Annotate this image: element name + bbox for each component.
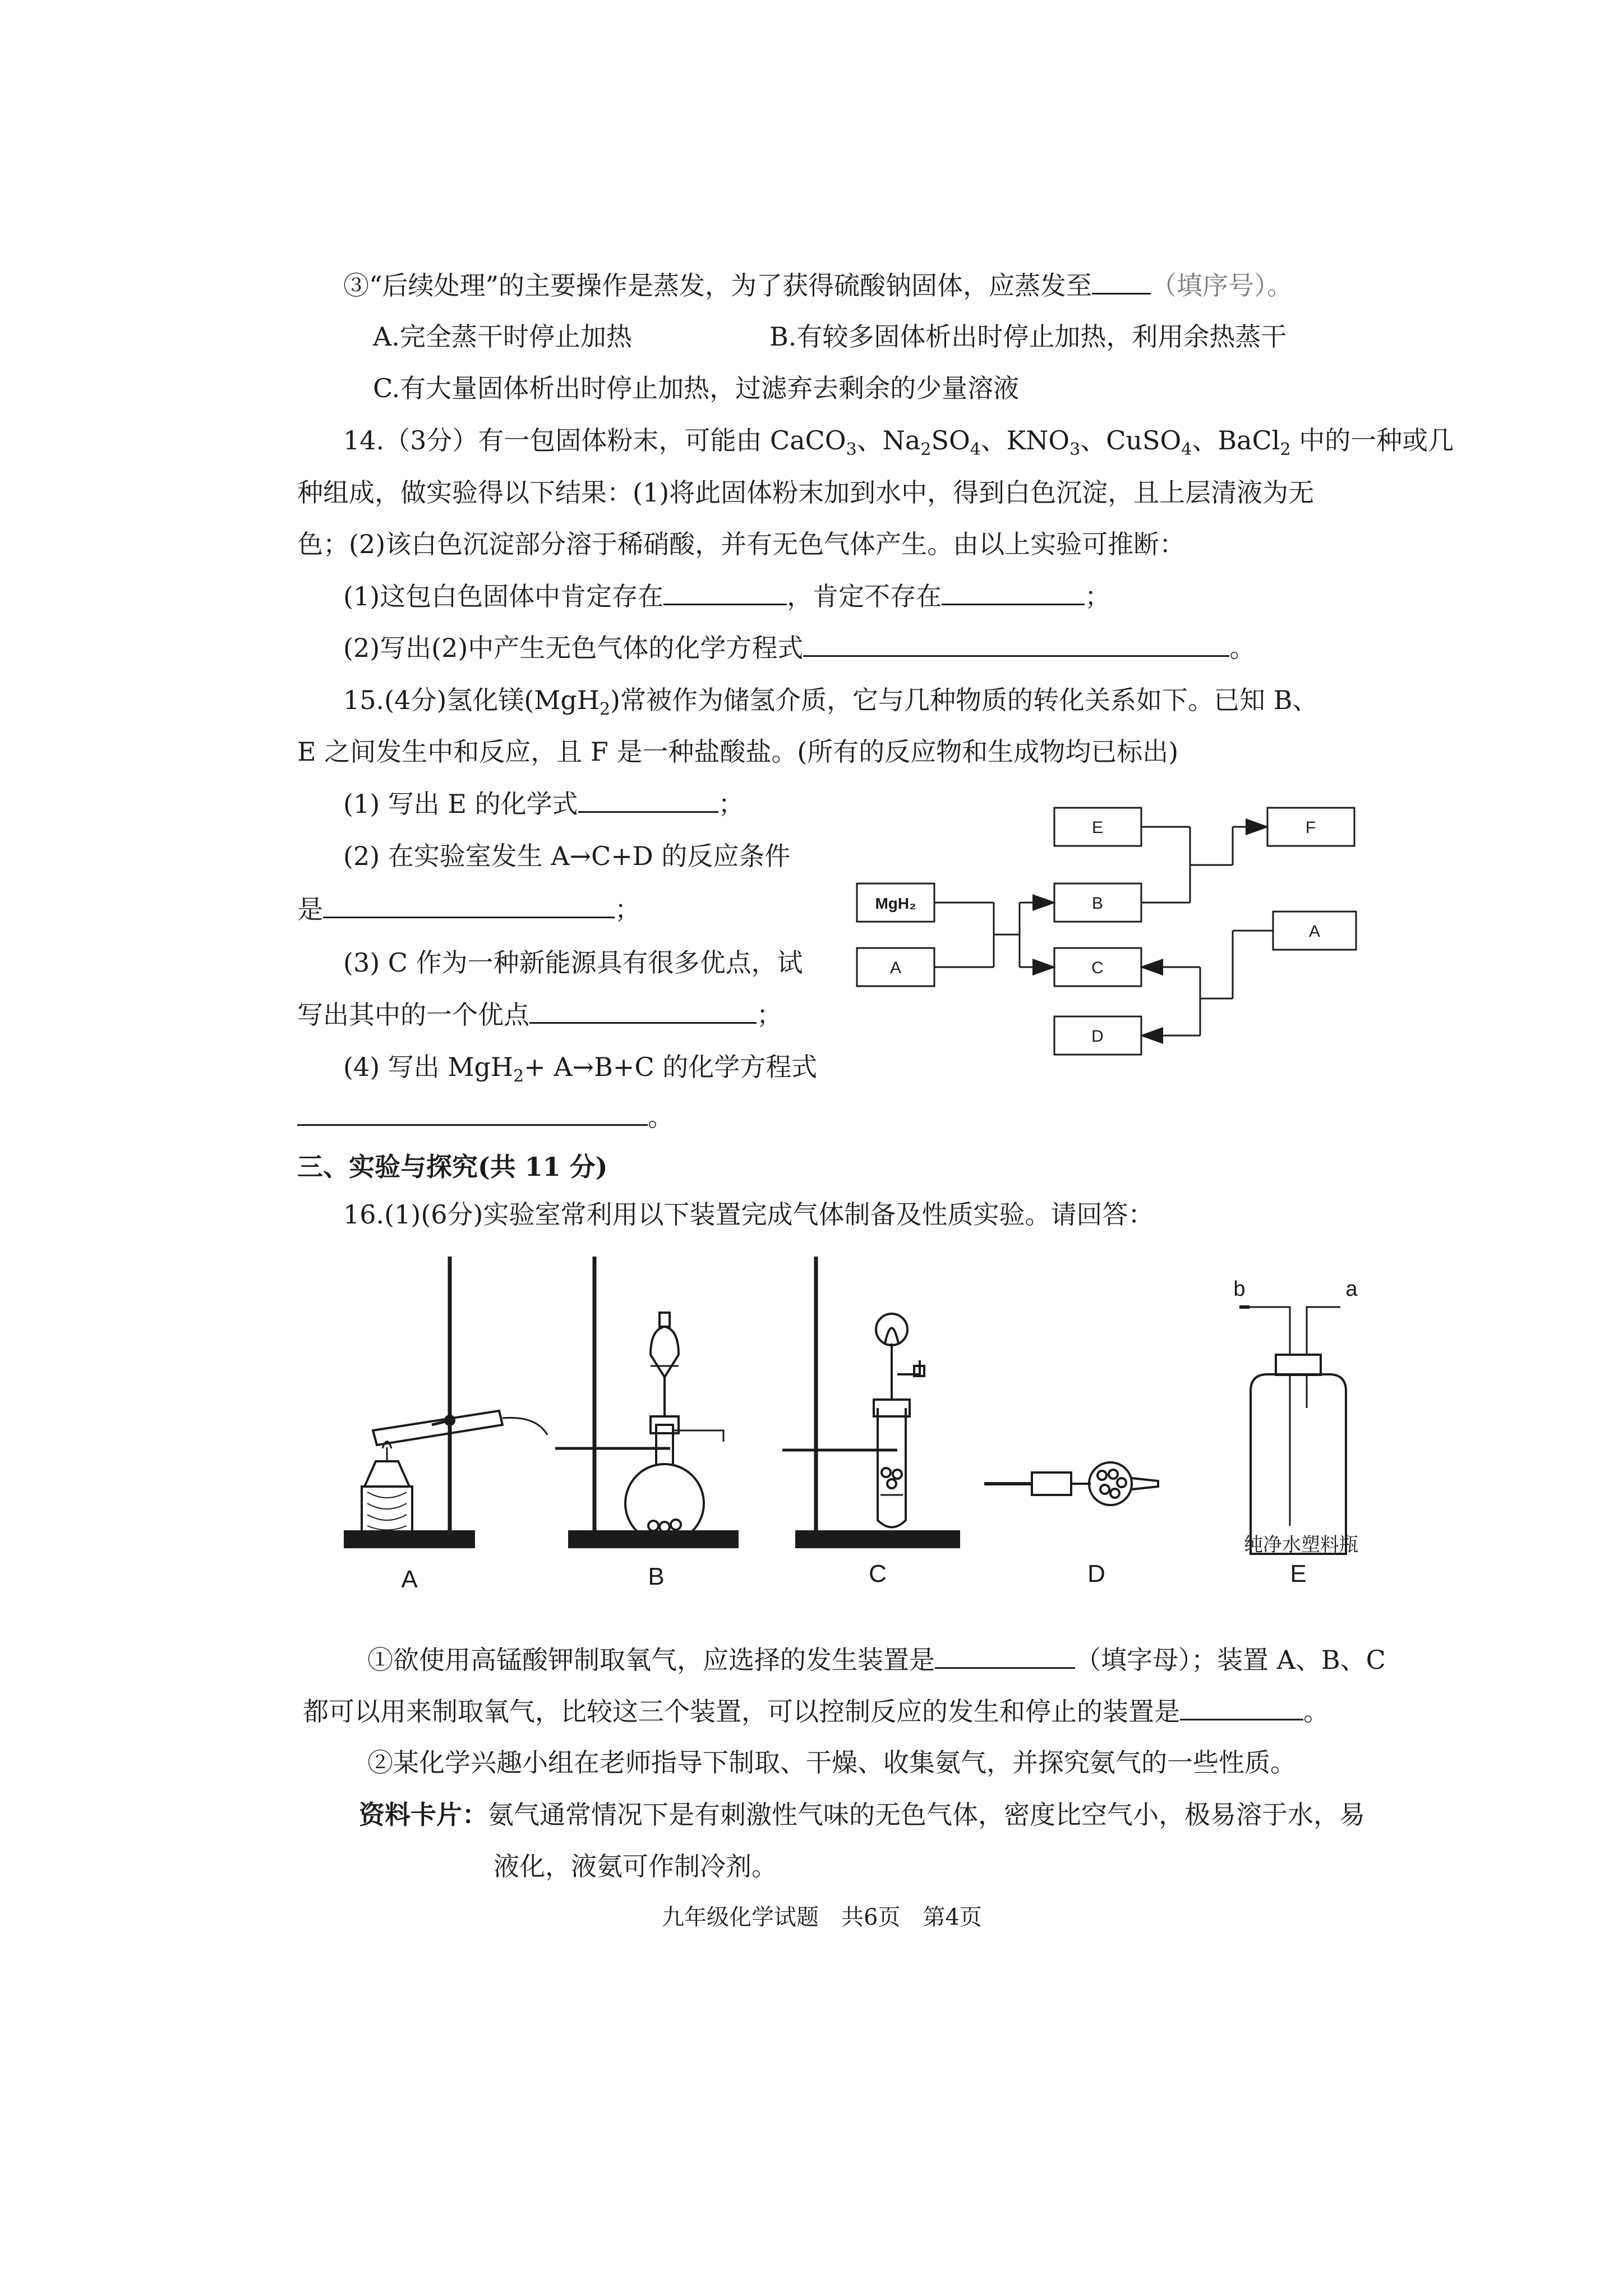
apparatus-e: [1239, 1307, 1346, 1554]
q16-p2-text: 。: [1303, 1696, 1329, 1727]
q16-p2-text: 都可以用来制取氧气，比较这三个装置，可以控制反应的发生和停止的装置是: [303, 1696, 1180, 1727]
subscript: 4: [970, 440, 981, 460]
q15-sub1: [343, 786, 744, 821]
conversion-diagram: [841, 785, 1380, 1099]
answer-blank[interactable]: [942, 579, 1085, 605]
card-text: 氨气通常情况下是有刺激性气味的无色气体，密度比空气小，极易溶于水，易: [488, 1800, 1365, 1830]
q14-sub1-text: ，肯定不存在: [787, 581, 942, 611]
q14-line3: 色；(2)该白色沉淀部分溶于稀硝酸，并有无色气体产生。由以上实验可推断：: [297, 529, 1186, 559]
subscript: 2: [1280, 440, 1291, 460]
q14-sub2-text: 。: [1229, 633, 1256, 663]
answer-blank[interactable]: [1180, 1694, 1303, 1720]
q15-sub2-text: ；: [615, 894, 640, 924]
q15-line1: [343, 683, 1318, 726]
label-a-left: A: [889, 959, 902, 977]
answer-blank[interactable]: [323, 892, 615, 918]
apparatus-d: [984, 1462, 1158, 1505]
section-heading: 三、实验与探究(共 11 分): [297, 1152, 608, 1182]
q16-p1-text: （填字母）；装置 A、B、C: [1075, 1645, 1386, 1675]
label-apparatus-d: D: [1087, 1560, 1105, 1588]
q14-text: 、Na: [856, 425, 921, 455]
label-apparatus-a: A: [401, 1566, 418, 1593]
answer-blank[interactable]: [578, 786, 718, 813]
q13-item3-note: （填序号）。: [1151, 270, 1293, 301]
q13-option-a: A.完全蒸干时停止加热: [373, 321, 632, 352]
label-mgh2: MgH₂: [875, 895, 916, 912]
subscript: 3: [1069, 440, 1081, 460]
subscript: 2: [599, 700, 611, 720]
q15-sub2-text: 是: [297, 894, 323, 924]
q15-sub4-text: (4) 写出 MgH: [343, 1052, 514, 1082]
q13-option-c: C.有大量固体析出时停止加热，过滤弃去剩余的少量溶液: [373, 373, 1020, 403]
label-apparatus-b: B: [648, 1563, 665, 1590]
q16-p3: ②某化学兴趣小组在老师指导下制取、干燥、收集氨气，并探究氨气的一些性质。: [367, 1747, 1296, 1778]
apparatus-c: [782, 1257, 959, 1547]
q15-text: 15.(4分)氢化镁(MgH: [343, 685, 600, 715]
q13-item3: [343, 268, 1293, 302]
apparatus-b: [555, 1257, 737, 1547]
q15-sub2-cont: [297, 892, 640, 926]
q15-sub1-text: ；: [718, 789, 744, 819]
q16-p2: [303, 1694, 1329, 1728]
apparatus-figure: [314, 1240, 1424, 1610]
q14-line2: 种组成，做实验得以下结果：(1)将此固体粉末加到水中，得到白色沉淀，且上层清液为无: [297, 477, 1315, 508]
q15-sub3-text: ；: [757, 1000, 782, 1030]
q15-line2: E 之间发生中和反应，且 F 是一种盐酸盐。(所有的反应物和生成物均已标出): [297, 737, 1179, 767]
label-d: D: [1091, 1027, 1104, 1046]
label-apparatus-e: E: [1290, 1560, 1307, 1588]
card-label: 资料卡片：: [359, 1800, 488, 1830]
subscript: 4: [1181, 440, 1192, 460]
subscript: 2: [513, 1066, 524, 1087]
q14-sub2-text: (2)写出(2)中产生无色气体的化学方程式: [343, 633, 804, 663]
answer-blank[interactable]: [297, 1099, 648, 1126]
q15-sub2: (2) 在实验室发生 A→C+D 的反应条件: [343, 841, 791, 871]
q15-sub1-text: (1) 写出 E 的化学式: [343, 789, 578, 819]
q14-text: 、KNO: [980, 425, 1070, 455]
apparatus-a: [345, 1257, 547, 1547]
q15-sub3-cont: [297, 997, 782, 1032]
q14-line1: [343, 424, 1454, 467]
port-a-label: a: [1345, 1277, 1358, 1301]
q14-text: 14.（3分）有一包固体粉末，可能由 CaCO: [343, 425, 846, 455]
answer-blank[interactable]: [663, 579, 787, 605]
q14-text: 、BaCl: [1192, 425, 1280, 455]
q14-text: 中的一种或几: [1290, 425, 1454, 455]
label-apparatus-c: C: [869, 1560, 887, 1588]
q13-item3-text: ③“后续处理”的主要操作是蒸发，为了获得硫酸钠固体，应蒸发至: [343, 270, 1092, 301]
q14-sub1: [343, 579, 1110, 613]
port-b-label: b: [1233, 1277, 1246, 1301]
q15-sub3: (3) C 作为一种新能源具有很多优点，试: [343, 947, 803, 978]
q14-text: 、CuSO: [1080, 425, 1182, 455]
subscript: 3: [846, 440, 857, 460]
label-b: B: [1091, 894, 1104, 913]
answer-blank[interactable]: [1092, 268, 1151, 295]
label-c: C: [1091, 959, 1104, 977]
page-footer: 九年级化学试题 共6页 第4页: [662, 1904, 982, 1930]
q16-card: [359, 1798, 1365, 1832]
q15-sub4: [343, 1050, 817, 1093]
bottle-caption: 纯净水塑料瓶: [1244, 1534, 1358, 1556]
label-a-right: A: [1308, 922, 1321, 941]
label-f: F: [1305, 818, 1316, 837]
q15-sub4-cont: [297, 1099, 674, 1134]
q16-p1-text: ①欲使用高锰酸钾制取氧气，应选择的发生装置是: [367, 1645, 935, 1675]
q15-sub4-text: + A→B+C 的化学方程式: [524, 1052, 818, 1082]
q14-sub2: [343, 631, 1255, 665]
answer-blank[interactable]: [803, 631, 1229, 657]
q13-option-b: B.有较多固体析出时停止加热，利用余热蒸干: [769, 321, 1287, 352]
q15-sub3-text: 写出其中的一个优点: [297, 1000, 529, 1030]
q14-sub1-text: ；: [1085, 581, 1111, 611]
answer-blank[interactable]: [935, 1642, 1075, 1669]
q14-sub1-text: (1)这包白色固体中肯定存在: [343, 581, 664, 611]
q15-end: 。: [648, 1102, 674, 1132]
q16-card-cont: 液化，液氨可作制冷剂。: [494, 1851, 777, 1881]
label-e: E: [1091, 818, 1104, 837]
q16-p1: [367, 1642, 1386, 1677]
q16-intro: 16.(1)(6分)实验室常利用以下装置完成气体制备及性质实验。请回答：: [343, 1199, 1154, 1230]
q14-text: SO: [931, 425, 970, 455]
q15-text: )常被作为储氢介质，它与几种物质的转化关系如下。已知 B、: [610, 685, 1318, 715]
answer-blank[interactable]: [529, 997, 757, 1024]
subscript: 2: [920, 440, 932, 460]
